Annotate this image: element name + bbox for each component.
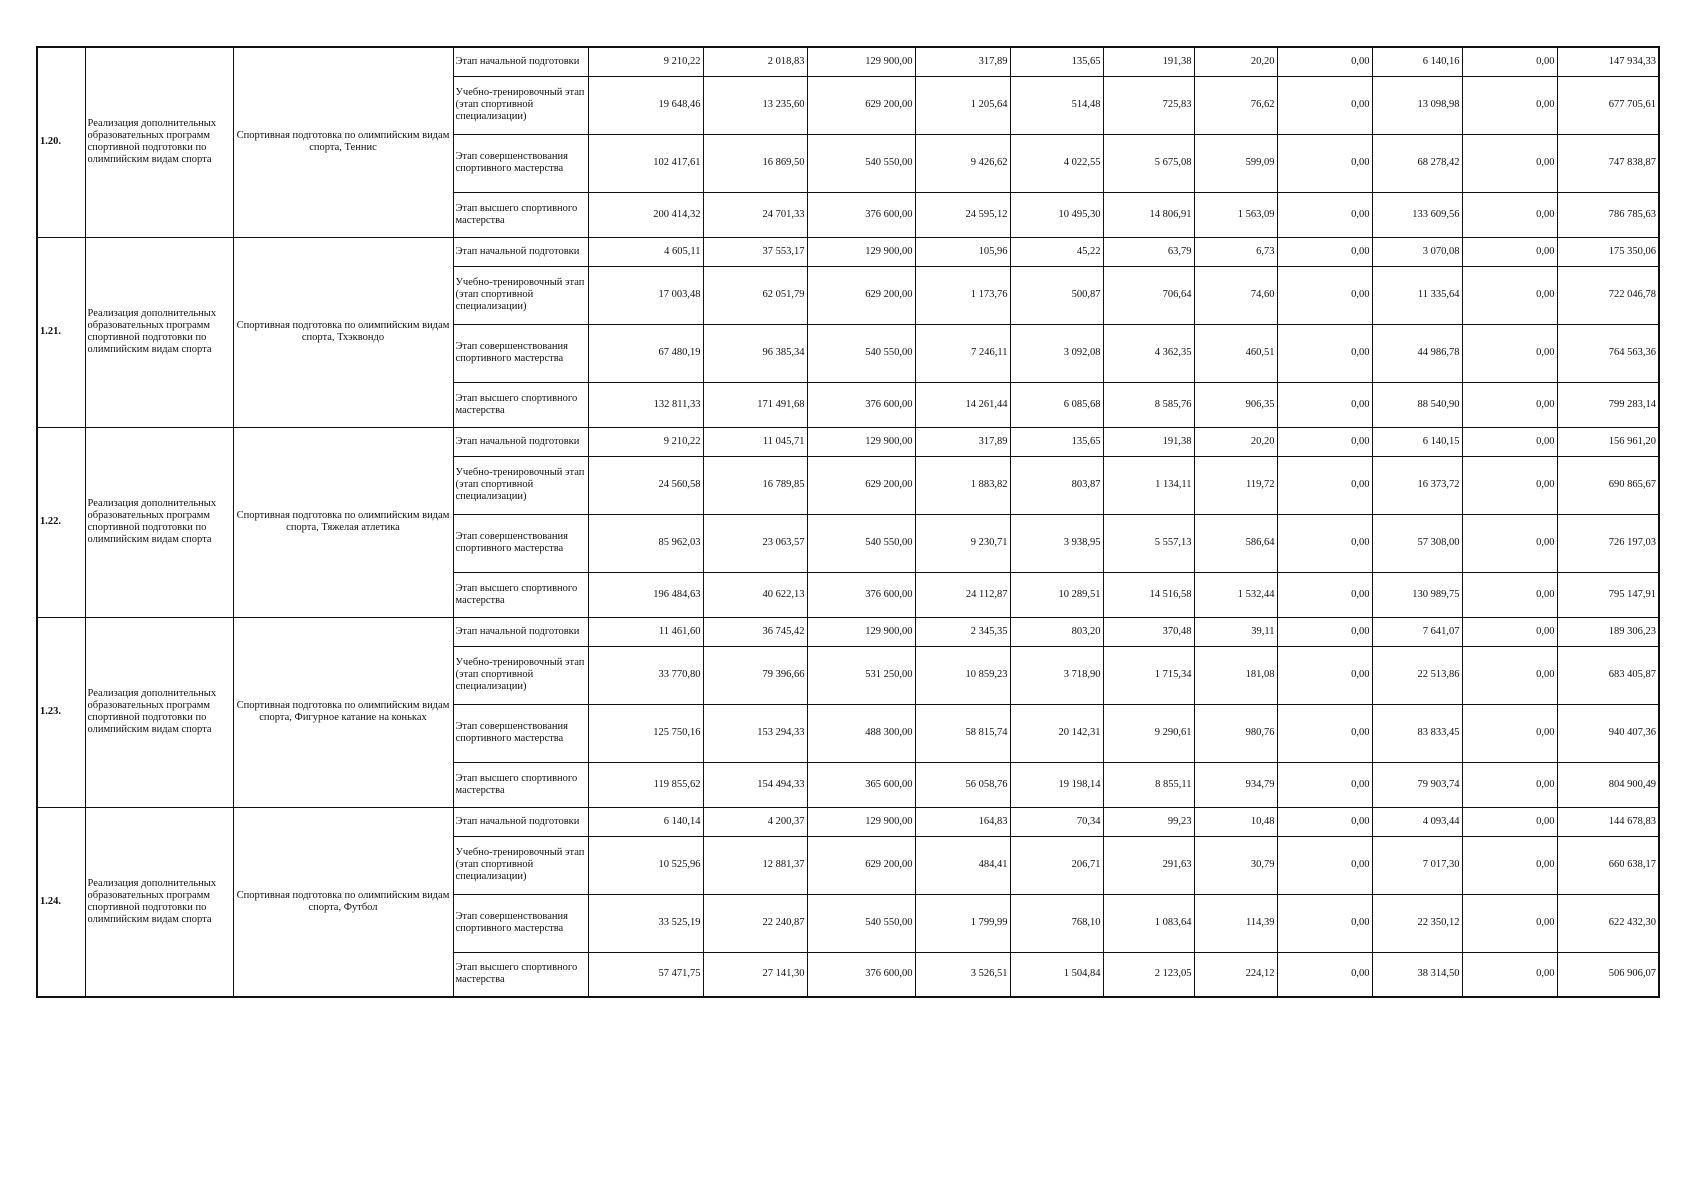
value-cell: 5 557,13	[1103, 514, 1194, 572]
value-cell: 16 789,85	[703, 456, 807, 514]
stage-name: Этап начальной подготовки	[453, 47, 588, 76]
table-row	[37, 807, 1659, 836]
document-sheet	[36, 46, 1658, 998]
item-number: 1.24.	[37, 807, 85, 997]
value-cell: 540 550,00	[807, 514, 915, 572]
service-name: Спортивная подготовка по олимпийским видам спорта, Теннис	[233, 47, 453, 237]
value-cell: 0,00	[1277, 456, 1372, 514]
service-name: Спортивная подготовка по олимпийским видам спорта, Фигурное катание на коньках	[233, 617, 453, 807]
value-cell: 586,64	[1194, 514, 1277, 572]
program-name: Реализация дополнительных образовательных программ спортивной подготовки по олимпийским видам спорта	[85, 427, 233, 617]
value-cell: 376 600,00	[807, 382, 915, 427]
value-cell: 19 648,46	[588, 76, 703, 134]
value-cell: 677 705,61	[1557, 76, 1659, 134]
item-number: 1.23.	[37, 617, 85, 807]
value-cell: 20,20	[1194, 427, 1277, 456]
value-cell: 0,00	[1462, 324, 1557, 382]
value-cell: 9 290,61	[1103, 704, 1194, 762]
stage-name: Этап совершенствования спортивного мастерства	[453, 514, 588, 572]
value-cell: 200 414,32	[588, 192, 703, 237]
stage-name: Этап совершенствования спортивного мастерства	[453, 704, 588, 762]
value-cell: 4 362,35	[1103, 324, 1194, 382]
value-cell: 79 396,66	[703, 646, 807, 704]
stage-name: Этап начальной подготовки	[453, 427, 588, 456]
value-cell: 4 022,55	[1010, 134, 1103, 192]
value-cell: 57 308,00	[1372, 514, 1462, 572]
value-cell: 4 093,44	[1372, 807, 1462, 836]
value-cell: 0,00	[1462, 894, 1557, 952]
value-cell: 500,87	[1010, 266, 1103, 324]
value-cell: 629 200,00	[807, 76, 915, 134]
value-cell: 8 855,11	[1103, 762, 1194, 807]
value-cell: 0,00	[1277, 134, 1372, 192]
value-cell: 0,00	[1277, 76, 1372, 134]
value-cell: 0,00	[1462, 382, 1557, 427]
program-name: Реализация дополнительных образовательных программ спортивной подготовки по олимпийским видам спорта	[85, 237, 233, 427]
value-cell: 14 261,44	[915, 382, 1010, 427]
value-cell: 0,00	[1277, 266, 1372, 324]
value-cell: 10,48	[1194, 807, 1277, 836]
value-cell: 10 495,30	[1010, 192, 1103, 237]
stage-name: Учебно-тренировочный этап (этап спортивной специализации)	[453, 836, 588, 894]
value-cell: 74,60	[1194, 266, 1277, 324]
value-cell: 119 855,62	[588, 762, 703, 807]
value-cell: 0,00	[1277, 952, 1372, 997]
value-cell: 76,62	[1194, 76, 1277, 134]
value-cell: 9 426,62	[915, 134, 1010, 192]
table-row	[37, 47, 1659, 76]
value-cell: 20,20	[1194, 47, 1277, 76]
table-row	[37, 427, 1659, 456]
value-cell: 147 934,33	[1557, 47, 1659, 76]
value-cell: 119,72	[1194, 456, 1277, 514]
value-cell: 24 595,12	[915, 192, 1010, 237]
value-cell: 224,12	[1194, 952, 1277, 997]
value-cell: 153 294,33	[703, 704, 807, 762]
program-name: Реализация дополнительных образовательных программ спортивной подготовки по олимпийским видам спорта	[85, 807, 233, 997]
value-cell: 317,89	[915, 47, 1010, 76]
value-cell: 4 200,37	[703, 807, 807, 836]
value-cell: 0,00	[1277, 646, 1372, 704]
value-cell: 540 550,00	[807, 134, 915, 192]
value-cell: 7 017,30	[1372, 836, 1462, 894]
value-cell: 0,00	[1277, 237, 1372, 266]
program-name: Реализация дополнительных образовательных программ спортивной подготовки по олимпийским видам спорта	[85, 47, 233, 237]
value-cell: 540 550,00	[807, 894, 915, 952]
value-cell: 0,00	[1277, 807, 1372, 836]
program-name: Реализация дополнительных образовательных программ спортивной подготовки по олимпийским видам спорта	[85, 617, 233, 807]
value-cell: 9 210,22	[588, 47, 703, 76]
value-cell: 99,23	[1103, 807, 1194, 836]
value-cell: 1 883,82	[915, 456, 1010, 514]
value-cell: 1 173,76	[915, 266, 1010, 324]
value-cell: 3 092,08	[1010, 324, 1103, 382]
stage-name: Этап высшего спортивного мастерства	[453, 572, 588, 617]
stage-name: Этап высшего спортивного мастерства	[453, 382, 588, 427]
value-cell: 129 900,00	[807, 237, 915, 266]
value-cell: 129 900,00	[807, 807, 915, 836]
value-cell: 62 051,79	[703, 266, 807, 324]
service-name: Спортивная подготовка по олимпийским видам спорта, Футбол	[233, 807, 453, 997]
value-cell: 488 300,00	[807, 704, 915, 762]
value-cell: 690 865,67	[1557, 456, 1659, 514]
value-cell: 58 815,74	[915, 704, 1010, 762]
value-cell: 154 494,33	[703, 762, 807, 807]
value-cell: 747 838,87	[1557, 134, 1659, 192]
value-cell: 206,71	[1010, 836, 1103, 894]
value-cell: 196 484,63	[588, 572, 703, 617]
value-cell: 164,83	[915, 807, 1010, 836]
value-cell: 460,51	[1194, 324, 1277, 382]
value-cell: 38 314,50	[1372, 952, 1462, 997]
value-cell: 70,34	[1010, 807, 1103, 836]
value-cell: 0,00	[1277, 192, 1372, 237]
value-cell: 0,00	[1277, 514, 1372, 572]
value-cell: 36 745,42	[703, 617, 807, 646]
value-cell: 803,20	[1010, 617, 1103, 646]
value-cell: 132 811,33	[588, 382, 703, 427]
value-cell: 79 903,74	[1372, 762, 1462, 807]
value-cell: 629 200,00	[807, 836, 915, 894]
value-cell: 317,89	[915, 427, 1010, 456]
value-cell: 144 678,83	[1557, 807, 1659, 836]
value-cell: 14 806,91	[1103, 192, 1194, 237]
value-cell: 114,39	[1194, 894, 1277, 952]
value-cell: 181,08	[1194, 646, 1277, 704]
stage-name: Этап начальной подготовки	[453, 617, 588, 646]
value-cell: 764 563,36	[1557, 324, 1659, 382]
value-cell: 799 283,14	[1557, 382, 1659, 427]
stage-name: Этап высшего спортивного мастерства	[453, 192, 588, 237]
value-cell: 33 770,80	[588, 646, 703, 704]
value-cell: 506 906,07	[1557, 952, 1659, 997]
value-cell: 56 058,76	[915, 762, 1010, 807]
value-cell: 0,00	[1462, 47, 1557, 76]
value-cell: 9 210,22	[588, 427, 703, 456]
value-cell: 125 750,16	[588, 704, 703, 762]
value-cell: 531 250,00	[807, 646, 915, 704]
value-cell: 1 504,84	[1010, 952, 1103, 997]
service-name: Спортивная подготовка по олимпийским видам спорта, Тяжелая атлетика	[233, 427, 453, 617]
value-cell: 57 471,75	[588, 952, 703, 997]
value-cell: 376 600,00	[807, 192, 915, 237]
value-cell: 795 147,91	[1557, 572, 1659, 617]
value-cell: 129 900,00	[807, 617, 915, 646]
value-cell: 0,00	[1277, 894, 1372, 952]
value-cell: 133 609,56	[1372, 192, 1462, 237]
value-cell: 629 200,00	[807, 456, 915, 514]
value-cell: 2 345,35	[915, 617, 1010, 646]
item-number: 1.20.	[37, 47, 85, 237]
value-cell: 63,79	[1103, 237, 1194, 266]
value-cell: 105,96	[915, 237, 1010, 266]
value-cell: 30,79	[1194, 836, 1277, 894]
value-cell: 13 098,98	[1372, 76, 1462, 134]
value-cell: 0,00	[1462, 237, 1557, 266]
stage-name: Этап начальной подготовки	[453, 237, 588, 266]
value-cell: 11 335,64	[1372, 266, 1462, 324]
value-cell: 0,00	[1277, 47, 1372, 76]
value-cell: 20 142,31	[1010, 704, 1103, 762]
value-cell: 16 373,72	[1372, 456, 1462, 514]
stage-name: Этап начальной подготовки	[453, 807, 588, 836]
value-cell: 0,00	[1462, 952, 1557, 997]
value-cell: 0,00	[1277, 427, 1372, 456]
value-cell: 10 859,23	[915, 646, 1010, 704]
value-cell: 3 070,08	[1372, 237, 1462, 266]
value-cell: 1 205,64	[915, 76, 1010, 134]
value-cell: 22 513,86	[1372, 646, 1462, 704]
value-cell: 7 246,11	[915, 324, 1010, 382]
stage-name: Учебно-тренировочный этап (этап спортивной специализации)	[453, 76, 588, 134]
value-cell: 12 881,37	[703, 836, 807, 894]
value-cell: 16 869,50	[703, 134, 807, 192]
stage-name: Учебно-тренировочный этап (этап спортивной специализации)	[453, 646, 588, 704]
value-cell: 0,00	[1462, 427, 1557, 456]
value-cell: 0,00	[1462, 456, 1557, 514]
value-cell: 10 525,96	[588, 836, 703, 894]
value-cell: 726 197,03	[1557, 514, 1659, 572]
value-cell: 6,73	[1194, 237, 1277, 266]
value-cell: 0,00	[1462, 76, 1557, 134]
value-cell: 129 900,00	[807, 47, 915, 76]
value-cell: 19 198,14	[1010, 762, 1103, 807]
value-cell: 804 900,49	[1557, 762, 1659, 807]
value-cell: 1 799,99	[915, 894, 1010, 952]
value-cell: 17 003,48	[588, 266, 703, 324]
value-cell: 24 560,58	[588, 456, 703, 514]
value-cell: 3 526,51	[915, 952, 1010, 997]
value-cell: 11 045,71	[703, 427, 807, 456]
value-cell: 0,00	[1462, 572, 1557, 617]
stage-name: Этап совершенствования спортивного мастерства	[453, 324, 588, 382]
value-cell: 189 306,23	[1557, 617, 1659, 646]
value-cell: 0,00	[1277, 617, 1372, 646]
value-cell: 68 278,42	[1372, 134, 1462, 192]
value-cell: 13 235,60	[703, 76, 807, 134]
value-cell: 0,00	[1462, 836, 1557, 894]
value-cell: 33 525,19	[588, 894, 703, 952]
value-cell: 0,00	[1277, 324, 1372, 382]
value-cell: 6 140,14	[588, 807, 703, 836]
value-cell: 7 641,07	[1372, 617, 1462, 646]
value-cell: 0,00	[1277, 836, 1372, 894]
value-cell: 768,10	[1010, 894, 1103, 952]
value-cell: 0,00	[1277, 704, 1372, 762]
value-cell: 22 350,12	[1372, 894, 1462, 952]
value-cell: 0,00	[1277, 382, 1372, 427]
value-cell: 683 405,87	[1557, 646, 1659, 704]
stage-name: Этап совершенствования спортивного мастерства	[453, 894, 588, 952]
value-cell: 1 563,09	[1194, 192, 1277, 237]
value-cell: 599,09	[1194, 134, 1277, 192]
value-cell: 102 417,61	[588, 134, 703, 192]
value-cell: 0,00	[1462, 617, 1557, 646]
value-cell: 37 553,17	[703, 237, 807, 266]
value-cell: 0,00	[1462, 762, 1557, 807]
value-cell: 22 240,87	[703, 894, 807, 952]
value-cell: 14 516,58	[1103, 572, 1194, 617]
value-cell: 171 491,68	[703, 382, 807, 427]
value-cell: 23 063,57	[703, 514, 807, 572]
value-cell: 706,64	[1103, 266, 1194, 324]
stage-name: Учебно-тренировочный этап (этап спортивной специализации)	[453, 456, 588, 514]
stage-name: Этап совершенствования спортивного мастерства	[453, 134, 588, 192]
value-cell: 191,38	[1103, 47, 1194, 76]
value-cell: 629 200,00	[807, 266, 915, 324]
value-cell: 1 083,64	[1103, 894, 1194, 952]
value-cell: 722 046,78	[1557, 266, 1659, 324]
value-cell: 6 085,68	[1010, 382, 1103, 427]
item-number: 1.21.	[37, 237, 85, 427]
value-cell: 4 605,11	[588, 237, 703, 266]
value-cell: 45,22	[1010, 237, 1103, 266]
value-cell: 6 140,15	[1372, 427, 1462, 456]
value-cell: 1 134,11	[1103, 456, 1194, 514]
value-cell: 88 540,90	[1372, 382, 1462, 427]
value-cell: 5 675,08	[1103, 134, 1194, 192]
value-cell: 9 230,71	[915, 514, 1010, 572]
cost-table	[36, 46, 1660, 998]
value-cell: 39,11	[1194, 617, 1277, 646]
value-cell: 85 962,03	[588, 514, 703, 572]
value-cell: 2 018,83	[703, 47, 807, 76]
value-cell: 96 385,34	[703, 324, 807, 382]
value-cell: 803,87	[1010, 456, 1103, 514]
stage-name: Этап высшего спортивного мастерства	[453, 952, 588, 997]
value-cell: 135,65	[1010, 47, 1103, 76]
value-cell: 0,00	[1277, 762, 1372, 807]
value-cell: 540 550,00	[807, 324, 915, 382]
value-cell: 40 622,13	[703, 572, 807, 617]
value-cell: 6 140,16	[1372, 47, 1462, 76]
value-cell: 980,76	[1194, 704, 1277, 762]
value-cell: 24 701,33	[703, 192, 807, 237]
value-cell: 2 123,05	[1103, 952, 1194, 997]
value-cell: 0,00	[1462, 646, 1557, 704]
value-cell: 27 141,30	[703, 952, 807, 997]
value-cell: 8 585,76	[1103, 382, 1194, 427]
value-cell: 376 600,00	[807, 572, 915, 617]
value-cell: 44 986,78	[1372, 324, 1462, 382]
table-body	[37, 47, 1659, 997]
value-cell: 514,48	[1010, 76, 1103, 134]
table-row	[37, 617, 1659, 646]
value-cell: 191,38	[1103, 427, 1194, 456]
value-cell: 135,65	[1010, 427, 1103, 456]
value-cell: 940 407,36	[1557, 704, 1659, 762]
value-cell: 291,63	[1103, 836, 1194, 894]
value-cell: 0,00	[1462, 266, 1557, 324]
value-cell: 24 112,87	[915, 572, 1010, 617]
value-cell: 365 600,00	[807, 762, 915, 807]
value-cell: 156 961,20	[1557, 427, 1659, 456]
value-cell: 0,00	[1462, 704, 1557, 762]
value-cell: 10 289,51	[1010, 572, 1103, 617]
value-cell: 1 715,34	[1103, 646, 1194, 704]
value-cell: 660 638,17	[1557, 836, 1659, 894]
value-cell: 0,00	[1462, 514, 1557, 572]
value-cell: 0,00	[1277, 572, 1372, 617]
value-cell: 0,00	[1462, 134, 1557, 192]
item-number: 1.22.	[37, 427, 85, 617]
value-cell: 376 600,00	[807, 952, 915, 997]
value-cell: 934,79	[1194, 762, 1277, 807]
value-cell: 484,41	[915, 836, 1010, 894]
stage-name: Учебно-тренировочный этап (этап спортивной специализации)	[453, 266, 588, 324]
value-cell: 129 900,00	[807, 427, 915, 456]
value-cell: 3 938,95	[1010, 514, 1103, 572]
value-cell: 0,00	[1462, 807, 1557, 836]
value-cell: 67 480,19	[588, 324, 703, 382]
value-cell: 725,83	[1103, 76, 1194, 134]
value-cell: 370,48	[1103, 617, 1194, 646]
value-cell: 1 532,44	[1194, 572, 1277, 617]
service-name: Спортивная подготовка по олимпийским видам спорта, Тхэквондо	[233, 237, 453, 427]
value-cell: 622 432,30	[1557, 894, 1659, 952]
stage-name: Этап высшего спортивного мастерства	[453, 762, 588, 807]
value-cell: 11 461,60	[588, 617, 703, 646]
value-cell: 0,00	[1462, 192, 1557, 237]
value-cell: 83 833,45	[1372, 704, 1462, 762]
value-cell: 130 989,75	[1372, 572, 1462, 617]
value-cell: 906,35	[1194, 382, 1277, 427]
value-cell: 786 785,63	[1557, 192, 1659, 237]
value-cell: 3 718,90	[1010, 646, 1103, 704]
value-cell: 175 350,06	[1557, 237, 1659, 266]
table-row	[37, 237, 1659, 266]
